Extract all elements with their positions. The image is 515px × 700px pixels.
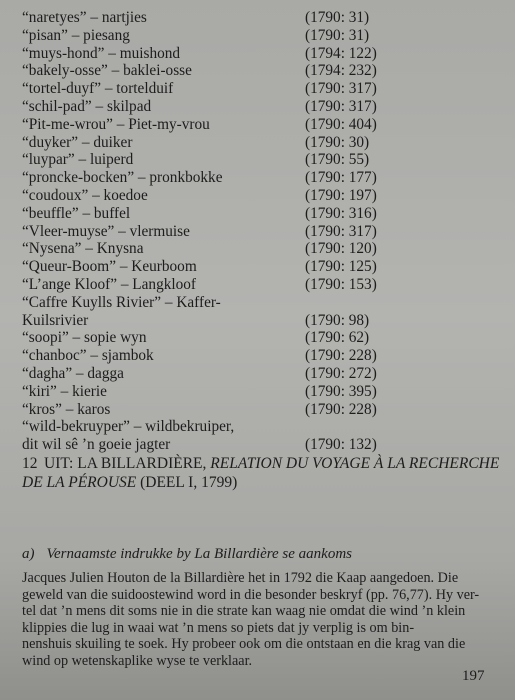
list-item bbox=[22, 98, 492, 116]
entry-reference: (1790: 317) bbox=[305, 97, 377, 115]
list-item bbox=[22, 9, 492, 27]
entry-reference: (1790: 228) bbox=[305, 347, 377, 365]
entry-term: “pisan” – piesang bbox=[22, 26, 130, 44]
list-item bbox=[22, 276, 492, 294]
paragraph-line: wind op wetenskaplike wyse te verklaar. bbox=[22, 652, 253, 669]
entry-reference: (1790: 62) bbox=[305, 329, 370, 347]
entry-reference: (1790: 177) bbox=[305, 169, 377, 187]
list-item bbox=[22, 240, 492, 258]
entry-term: “muys-hond” – muishond bbox=[22, 44, 181, 62]
entry-reference: (1790: 197) bbox=[305, 186, 377, 204]
list-item bbox=[22, 401, 492, 419]
entry-reference: (1790: 272) bbox=[305, 364, 377, 382]
entry-reference: (1790: 404) bbox=[305, 115, 377, 133]
paragraph-line: Jacques Julien Houton de la Billardière het in 1792 die Kaap aangedoen. Die bbox=[22, 570, 459, 586]
entry-term: “duyker” – duiker bbox=[22, 133, 133, 151]
list-item bbox=[22, 365, 492, 383]
list-item bbox=[22, 27, 492, 45]
entry-reference: (1790: 132) bbox=[305, 436, 377, 454]
paragraph-line: tel dat ’n mens dit soms nie in die strate kan waag nie omdat die wind ’n klein bbox=[22, 603, 466, 620]
entry-reference: (1790: 30) bbox=[305, 133, 370, 151]
paragraph-line: klippies die lug in waai wat ’n mens so piets dat jy verplig is om bin- bbox=[22, 619, 415, 636]
list-item bbox=[22, 383, 492, 401]
entry-term: “bakely-osse” – baklei-osse bbox=[22, 62, 192, 80]
list-item bbox=[22, 294, 492, 312]
list-item bbox=[22, 151, 492, 169]
entry-term: “wild-bekruyper” – wildbekruiper, bbox=[22, 418, 235, 436]
entry-reference: (1790: 153) bbox=[305, 275, 377, 293]
entry-term: “schil-pad” – skilpad bbox=[22, 97, 152, 115]
entry-term: “soopi” – sopie wyn bbox=[22, 329, 147, 347]
subheading-letter: a) bbox=[22, 546, 35, 562]
list-item bbox=[22, 347, 492, 365]
list-item bbox=[22, 329, 492, 347]
entry-term: “Vleer-muyse” – vlermuise bbox=[22, 222, 190, 240]
list-item bbox=[22, 80, 492, 98]
entry-term: “proncke-bocken” – pronkbokke bbox=[22, 169, 223, 187]
section-title-line-2 bbox=[22, 473, 502, 492]
entry-term: “kros” – karos bbox=[22, 400, 111, 418]
paragraph-line: nenshuis skuiling te soek. Hy probeer ook om die ontstaan en die krag van die bbox=[22, 636, 466, 653]
entry-term: “Caffre Kuylls Rivier” – Kaffer- bbox=[22, 293, 221, 311]
list-item bbox=[22, 205, 492, 223]
entry-reference: (1790: 228) bbox=[305, 400, 377, 418]
entry-term: “Nysena” – Knysna bbox=[22, 240, 144, 258]
list-item bbox=[22, 169, 492, 187]
list-item bbox=[22, 258, 492, 276]
entry-reference: (1790: 31) bbox=[305, 26, 370, 44]
entry-reference: (1790: 317) bbox=[305, 80, 377, 98]
entry-term: “naretyes” – nartjies bbox=[22, 9, 147, 26]
subheading-text: Vernaamste indrukke by La Billardière se aankoms bbox=[46, 546, 353, 562]
list-item bbox=[22, 116, 492, 134]
section-italic-title-1: RELATION DU VOYAGE À LA RECHERCHE bbox=[210, 455, 500, 472]
entry-reference: (1790: 317) bbox=[305, 222, 377, 240]
entry-term: “chanboc” – sjambok bbox=[22, 347, 154, 365]
entry-reference: (1790: 98) bbox=[305, 311, 370, 329]
entry-term: “coudoux” – koedoe bbox=[22, 186, 148, 204]
entry-reference: (1790: 395) bbox=[305, 382, 377, 400]
body-paragraph bbox=[22, 570, 502, 670]
list-item bbox=[22, 312, 492, 330]
entry-reference: (1794: 232) bbox=[305, 62, 377, 80]
entry-term: “Queur-Boom” – Keurboom bbox=[22, 258, 197, 276]
section-prefix: UIT: LA BILLARDIÈRE, bbox=[44, 455, 211, 472]
subheading bbox=[22, 546, 352, 563]
entry-term: “Pit-me-wrou” – Piet-my-vrou bbox=[22, 115, 210, 133]
list-item bbox=[22, 134, 492, 152]
list-item bbox=[22, 187, 492, 205]
entry-reference: (1790: 31) bbox=[305, 9, 370, 26]
list-item bbox=[22, 62, 492, 80]
page-number: 197 bbox=[462, 668, 485, 684]
section-heading bbox=[22, 454, 502, 492]
entry-reference: (1790: 120) bbox=[305, 240, 377, 258]
section-suffix: (DEEL I, 1799) bbox=[136, 474, 238, 491]
entry-reference: (1790: 125) bbox=[305, 258, 377, 276]
entry-term: “kiri” – kierie bbox=[22, 382, 107, 400]
entry-term: “beuffle” – buffel bbox=[22, 204, 131, 222]
list-item bbox=[22, 223, 492, 241]
section-italic-title-2: DE LA PÉROUSE bbox=[22, 474, 137, 491]
entry-reference: (1790: 55) bbox=[305, 151, 370, 169]
entry-term: “dagha” – dagga bbox=[22, 364, 124, 382]
entry-term: “tortel-duyf” – tortelduif bbox=[22, 80, 174, 98]
entry-reference: (1794: 122) bbox=[305, 44, 377, 62]
list-item bbox=[22, 436, 492, 454]
paragraph-line: geweld van die suidoostewind word in die besonder beskryf (pp. 76,77). Hy ver- bbox=[22, 586, 480, 603]
entry-reference: (1790: 316) bbox=[305, 204, 377, 222]
entry-term: Kuilsrivier bbox=[22, 311, 89, 329]
entry-term: “L’ange Kloof” – Langkloof bbox=[22, 275, 197, 293]
section-title-line-1 bbox=[22, 454, 502, 473]
word-list bbox=[22, 9, 492, 454]
list-item bbox=[22, 418, 492, 436]
entry-term: “luypar” – luiperd bbox=[22, 151, 134, 169]
section-number: 12 bbox=[22, 455, 38, 472]
entry-term: dit wil sê ’n goeie jagter bbox=[22, 436, 171, 454]
list-item bbox=[22, 45, 492, 63]
